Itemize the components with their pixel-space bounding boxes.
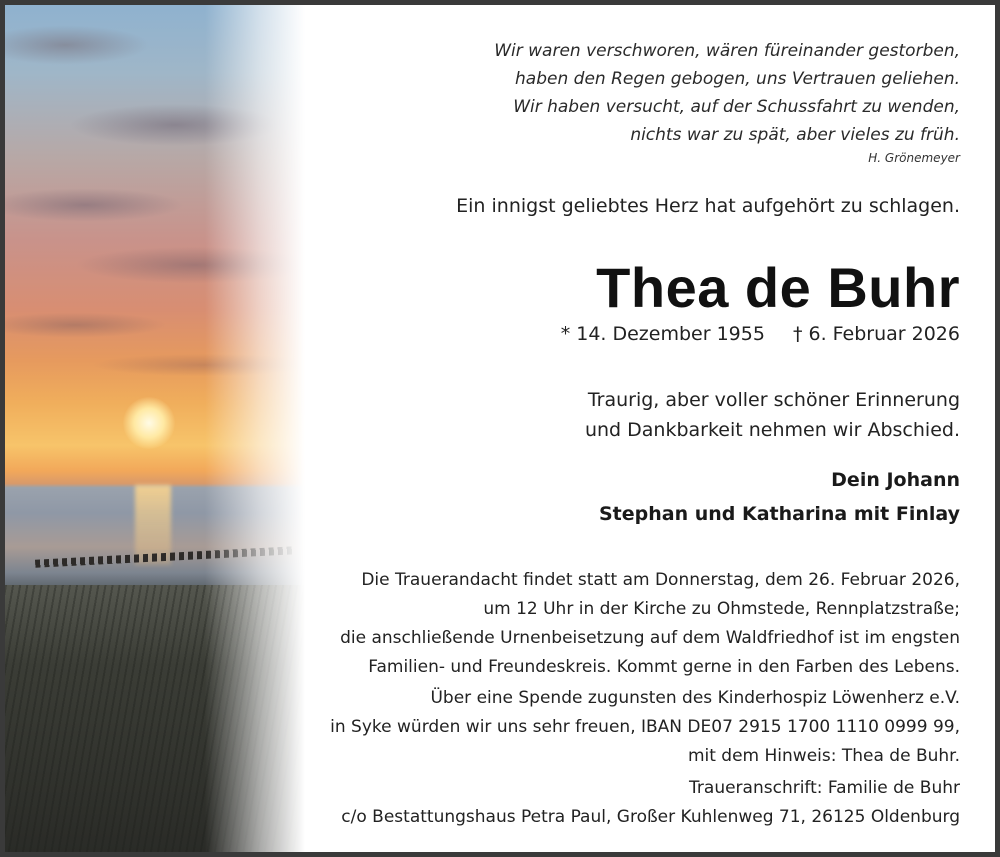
donation-line: Über eine Spende zugunsten des Kinderhospiz Löwenherz e.V. xyxy=(430,688,960,708)
birth-date: * 14. Dezember 1955 xyxy=(560,323,765,345)
sun xyxy=(123,397,175,449)
service-line: die anschließende Urnenbeisetzung auf dem Waldfriedhof ist im engsten xyxy=(340,628,960,648)
family-line: Dein Johann xyxy=(831,469,960,491)
poem-line: haben den Regen gebogen, uns Vertrauen geliehen. xyxy=(515,69,960,89)
service-line: Die Trauerandacht findet statt am Donnerstag, dem 26. Februar 2026, xyxy=(361,570,960,590)
farewell-line: und Dankbarkeit nehmen wir Abschied. xyxy=(584,419,960,441)
poem-line: nichts war zu spät, aber vieles zu früh. xyxy=(630,125,960,145)
life-dates xyxy=(561,323,960,345)
donation-line: mit dem Hinweis: Thea de Buhr. xyxy=(687,746,960,766)
intro-line: Ein innigst geliebtes Herz hat aufgehört zu schlagen. xyxy=(456,195,960,217)
address-line: c/o Bestattungshaus Petra Paul, Großer Kuhlenweg 71, 26125 Oldenburg xyxy=(341,807,960,827)
mourning-family xyxy=(599,463,960,531)
farewell xyxy=(585,385,960,445)
poem-line: Wir haben versucht, auf der Schussfahrt zu wenden, xyxy=(513,97,960,117)
deceased-name: Thea de Buhr xyxy=(596,256,960,319)
death-date: † 6. Februar 2026 xyxy=(792,323,960,345)
poem-line: Wir waren verschworen, wären füreinander gestorben, xyxy=(494,41,960,61)
address-line: Traueranschrift: Familie de Buhr xyxy=(689,778,960,798)
mourning-address xyxy=(341,774,960,832)
sunset-beach-photo xyxy=(5,5,305,852)
poem xyxy=(494,37,960,149)
service-info xyxy=(340,566,960,682)
photo-fade xyxy=(205,5,305,852)
service-line: um 12 Uhr in der Kirche zu Ohmstede, Rennplatzstraße; xyxy=(483,599,960,619)
donation-line: in Syke würden wir uns sehr freuen, IBAN DE07 2915 1700 1110 0999 99, xyxy=(330,717,960,737)
family-line: Stephan und Katharina mit Finlay xyxy=(599,503,960,525)
farewell-line: Traurig, aber voller schöner Erinnerung xyxy=(587,389,960,411)
donation-info xyxy=(330,684,960,771)
service-line: Familien- und Freundeskreis. Kommt gerne in den Farben des Lebens. xyxy=(368,657,960,677)
poem-author: H. Grönemeyer xyxy=(868,151,960,165)
